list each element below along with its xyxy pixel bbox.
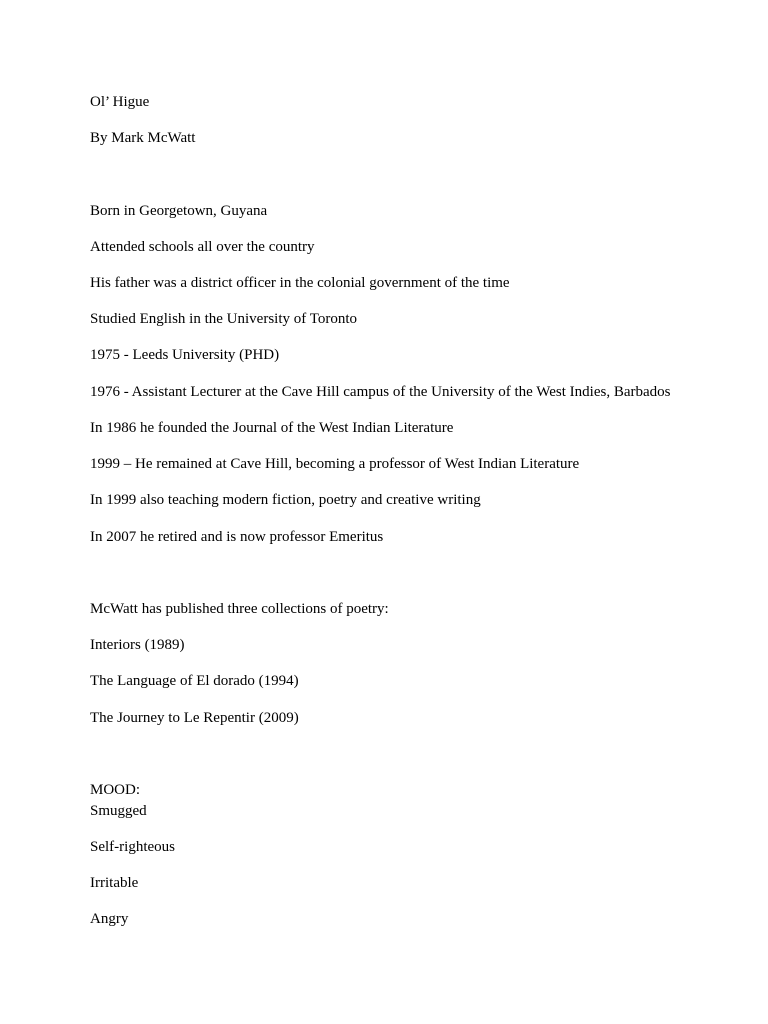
mood-item: Irritable xyxy=(90,875,139,891)
bio-line: His father was a district officer in the colonial government of the time xyxy=(90,275,510,291)
mood-item: Self-righteous xyxy=(90,839,175,855)
bio-line: 1975 - Leeds University (PHD) xyxy=(90,347,280,363)
bio-line: Attended schools all over the country xyxy=(90,239,315,255)
collection-item: The Journey to Le Repentir (2009) xyxy=(90,710,299,726)
mood-heading: MOOD: xyxy=(90,782,141,798)
document-title: Ol’ Higue xyxy=(90,94,150,110)
bio-line: 1976 - Assistant Lecturer at the Cave Hill campus of the University of the West Indies, Barbados xyxy=(90,384,671,400)
bio-line: Born in Georgetown, Guyana xyxy=(90,203,268,219)
bio-line: In 1986 he founded the Journal of the West Indian Literature xyxy=(90,420,454,436)
bio-line: Studied English in the University of Toronto xyxy=(90,311,357,327)
bio-line: 1999 – He remained at Cave Hill, becoming a professor of West Indian Literature xyxy=(90,456,580,472)
mood-item: Angry xyxy=(90,911,129,927)
collection-item: Interiors (1989) xyxy=(90,637,185,653)
bio-line: In 1999 also teaching modern fiction, poetry and creative writing xyxy=(90,492,481,508)
mood-item: Smugged xyxy=(90,803,147,819)
collection-item: The Language of El dorado (1994) xyxy=(90,673,299,689)
collections-intro: McWatt has published three collections of poetry: xyxy=(90,601,389,617)
bio-line: In 2007 he retired and is now professor Emeritus xyxy=(90,529,384,545)
byline: By Mark McWatt xyxy=(90,130,196,146)
